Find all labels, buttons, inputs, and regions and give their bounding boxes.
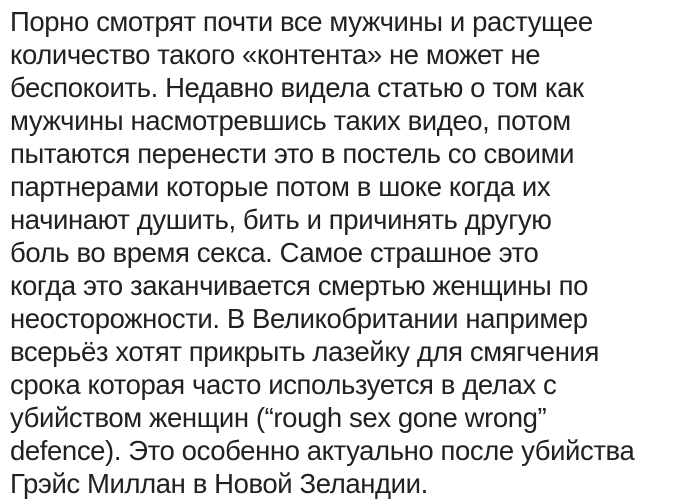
text-line: Порно смотрят почти все мужчины и растущее xyxy=(10,6,593,37)
text-line: партнерами которые потом в шоке когда их xyxy=(10,171,551,202)
text-line: боль во время секса. Самое страшное это xyxy=(10,237,539,268)
text-line: мужчины насмотревшись таких видео, потом xyxy=(10,105,571,136)
text-line: срока которая часто используется в делах с xyxy=(10,369,557,400)
post-text-block xyxy=(10,5,692,499)
text-line: когда это заканчивается смертью женщины по xyxy=(10,270,588,301)
text-line: defence). Это особенно актуально после убийства xyxy=(10,435,635,466)
text-line: Грэйс Миллан в Новой Зеландии. xyxy=(10,468,428,499)
text-line: пытаются перенести это в постель со своими xyxy=(10,138,575,169)
text-line: беспокоить. Недавно видела статью о том как xyxy=(10,72,584,103)
text-line: количество такого «контента» не может не xyxy=(10,39,541,70)
text-line: неосторожности. В Великобритании например xyxy=(10,303,588,334)
text-line: убийством женщин (“rough sex gone wrong” xyxy=(10,402,547,433)
text-line: всерьёз хотят прикрыть лазейку для смягчения xyxy=(10,336,599,367)
text-line: начинают душить, бить и причинять другую xyxy=(10,204,552,235)
